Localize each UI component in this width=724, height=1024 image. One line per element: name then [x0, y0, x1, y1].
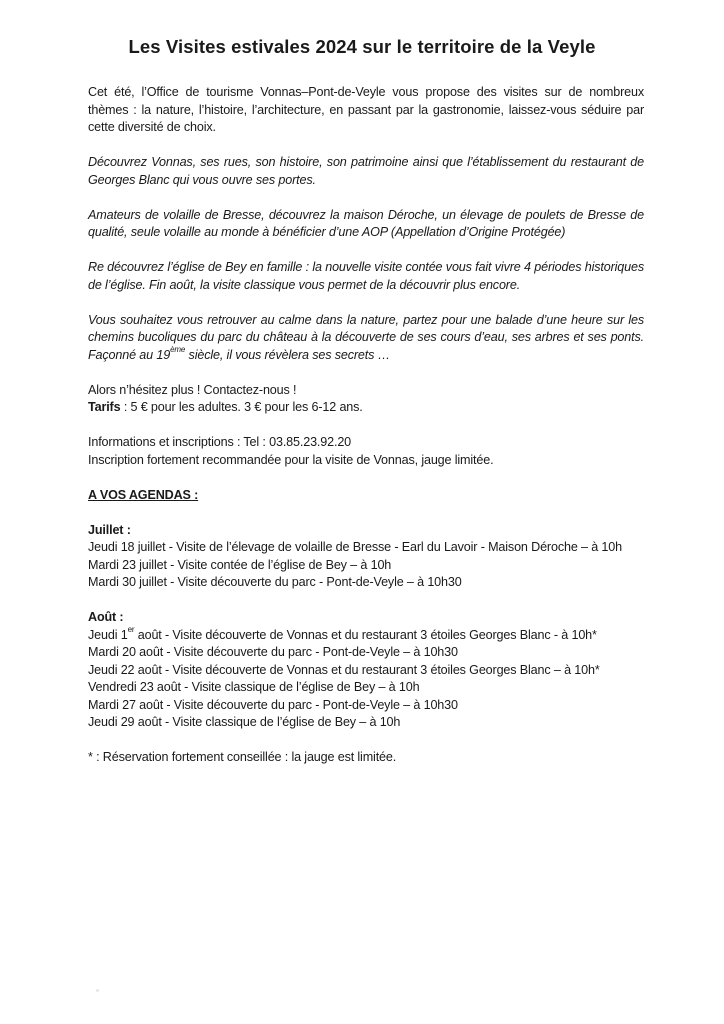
aout-item: Jeudi 29 août - Visite classique de l’église de Bey – à 10h — [88, 715, 401, 729]
inscription-line: Inscription fortement recommandée pour la visite de Vonnas, jauge limitée. — [88, 452, 494, 467]
contact-line: Alors n’hésitez plus ! Contactez-nous ! — [88, 382, 297, 397]
footnote: * : Réservation fortement conseillée : la jauge est limitée. — [88, 750, 397, 764]
juillet-item: Mardi 30 juillet - Visite découverte du parc - Pont-de-Veyle – à 10h30 — [88, 575, 462, 589]
agenda-heading: A VOS AGENDAS : — [88, 487, 199, 502]
vonnas-paragraph: Découvrez Vonnas, ses rues, son histoire, son patrimoine ainsi que l’établissement du restaurant de Georges Blanc qui vous ouvre ses portes. — [88, 155, 644, 187]
juillet-item: Jeudi 18 juillet - Visite de l’élevage de volaille de Bresse - Earl du Lavoir - Maison Déroche – à 10h — [88, 540, 622, 554]
aout-item-first-superscript: er — [127, 625, 135, 635]
volaille-paragraph: Amateurs de volaille de Bresse, découvrez la maison Déroche, un élevage de poulets de Bresse de qualité, seule volaille au monde à bénéficier d’une AOP (Appellation d’Origine Protégée) — [88, 207, 644, 239]
document-body — [88, 84, 644, 767]
tarifs-line — [88, 399, 644, 417]
intro-paragraph: Cet été, l’Office de tourisme Vonnas–Pont-de-Veyle vous propose des visites sur de nombreux thèmes : la nature, l’histoire, l’architecture, en passant par la gastronomie, laissez-vous séduire par cette diversité de choix. — [88, 85, 644, 134]
parc-paragraph — [88, 312, 644, 365]
aout-item: Jeudi 22 août - Visite découverte de Vonnas et du restaurant 3 étoiles Georges Blanc – à 10h* — [88, 662, 600, 677]
tarifs-label: Tarifs — [88, 400, 121, 414]
info-line: Informations et inscriptions : Tel : 03.85.23.92.20 — [88, 435, 352, 449]
aout-item-first-start: Jeudi 1 — [88, 627, 128, 642]
parc-paragraph-main: Vous souhaitez vous retrouver au calme dans la nature, partez pour une balade d’une heure sur les chemins bucoliques du parc du château à la découverte de ses cours d’eau, ses arbres et ses ponts. Façonné au 19 — [88, 312, 644, 362]
bey-paragraph: Re découvrez l’église de Bey en famille : la nouvelle visite contée vous fait vivre 4 périodes historiques de l’église. Fin août, la visite classique vous permet de la découvrir plus encore. — [88, 260, 644, 292]
aout-heading: Août : — [88, 610, 124, 624]
aout-item — [88, 627, 644, 645]
juillet-heading: Juillet : — [88, 522, 131, 537]
aout-item-first-end: août - Visite découverte de Vonnas et du restaurant 3 étoiles Georges Blanc - à 10h* — [134, 627, 597, 642]
aout-item: Mardi 20 août - Visite découverte du parc - Pont-de-Veyle – à 10h30 — [88, 645, 458, 659]
aout-item: Vendredi 23 août - Visite classique de l’église de Bey – à 10h — [88, 680, 420, 694]
aout-item: Mardi 27 août - Visite découverte du parc - Pont-de-Veyle – à 10h30 — [88, 697, 458, 712]
parc-paragraph-end: siècle, il vous révèlera ses secrets … — [185, 347, 391, 362]
juillet-item: Mardi 23 juillet - Visite contée de l’église de Bey – à 10h — [88, 557, 392, 572]
page-title: Les Visites estivales 2024 sur le territoire de la Veyle — [128, 36, 596, 57]
parc-paragraph-superscript: ème — [170, 345, 186, 355]
tarifs-text: : 5 € pour les adultes. 3 € pour les 6-12 ans. — [120, 400, 363, 414]
scan-speck — [96, 989, 99, 992]
